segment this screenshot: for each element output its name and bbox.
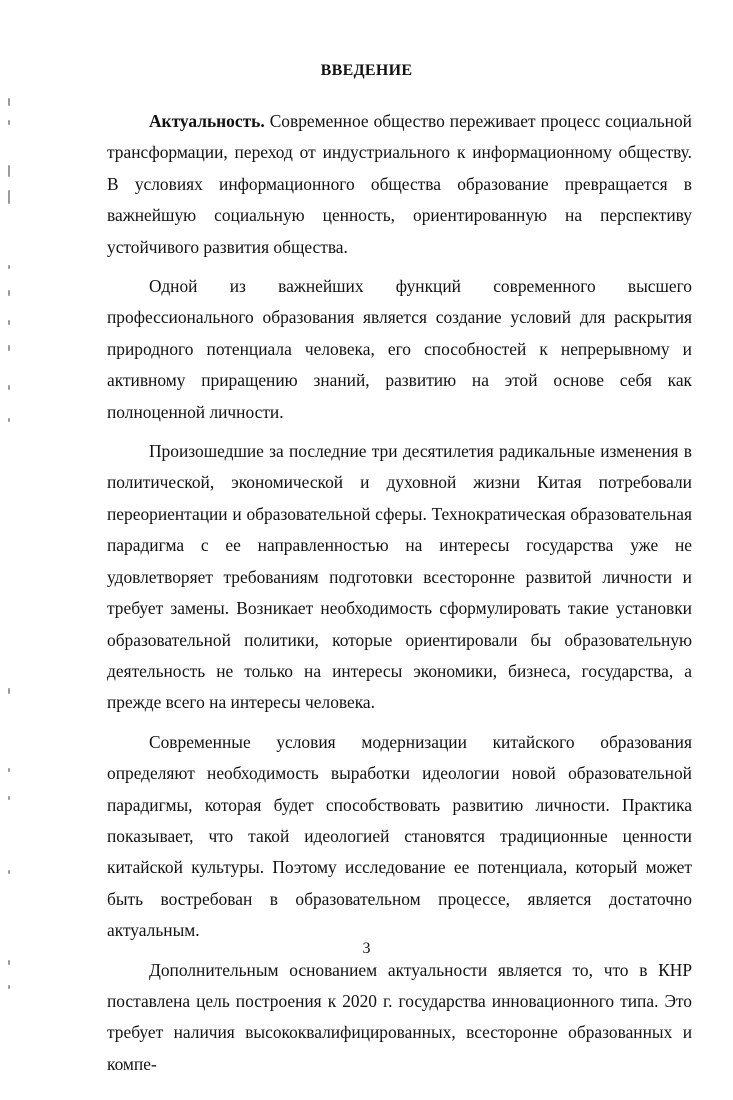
scan-margin-mark [8, 768, 10, 772]
scan-margin-mark [8, 98, 10, 106]
scan-margin-mark [8, 190, 10, 204]
page-number: 3 [362, 940, 371, 957]
document-body [107, 106, 692, 1080]
scan-margin-mark [8, 870, 10, 874]
paragraph [107, 955, 692, 1081]
paragraph [107, 727, 692, 947]
scan-margin-mark [8, 290, 10, 296]
scan-margin-mark [8, 265, 10, 269]
paragraph-text: Дополнительным основанием актуальности является то, что в КНР поставлена цель построения к 2020 г. государства инновационного типа. Это требует наличия высококвалифицированных, всесторонне образованных и компе- [107, 959, 692, 1074]
scan-margin-mark [8, 960, 10, 965]
scan-margin-mark [8, 345, 10, 351]
scan-margin-mark [8, 688, 10, 694]
paragraph-lead: Актуальность. [149, 111, 265, 131]
paragraph [107, 436, 692, 719]
paragraph-relevance [107, 106, 692, 263]
scan-margin-mark [8, 165, 10, 177]
scan-margin-mark [8, 120, 10, 125]
scan-margin-mark [8, 418, 10, 422]
paragraph-text: Произошедшие за последние три десятилетия радикальные изменения в политической, экономической и духовной жизни Китая потребовали переориентации и образовательной сферы. Технократическая образовательная парадигма с ее направленностью на интересы государства уже не удовлетворяет требованиям подготовки всесторонне развитой личности и требует замены. Возникает необходимость сформулировать такие установки образовательной политики, которые ориентировали бы образовательную деятельность не только на интересы экономики, бизнеса, государства, а прежде всего на интересы человека. [107, 441, 692, 713]
paragraph [107, 271, 692, 428]
paragraph-text: Современное общество переживает процесс социальной трансформации, переход от индустриального к информационному обществу. В условиях информационного общества образование превращается в важнейшую социальную ценность, ориентированную на перспективу устойчивого развития общества. [107, 111, 692, 257]
scan-margin-mark [8, 796, 10, 800]
page-title: ВВЕДЕНИЕ [320, 62, 413, 79]
scan-margin-mark [8, 320, 10, 325]
paragraph-text: Одной из важнейших функций современного высшего профессионального образования является создание условий для раскрытия природного потенциала человека, его способностей к непрерывному и активному приращению знаний, развитию на этой основе себя как полноценной личности. [107, 276, 692, 422]
scan-margin-mark [8, 985, 10, 989]
paragraph-text: Современные условия модернизации китайского образования определяют необходимость выработки идеологии новой образовательной парадигмы, которая будет способствовать развитию личности. Практика показывает, что такой идеологией становятся традиционные ценности китайской культуры. Поэтому исследование ее потенциала, который может быть востребован в образовательном процессе, является достаточно актуальным. [107, 731, 692, 941]
scan-margin-mark [8, 385, 10, 390]
